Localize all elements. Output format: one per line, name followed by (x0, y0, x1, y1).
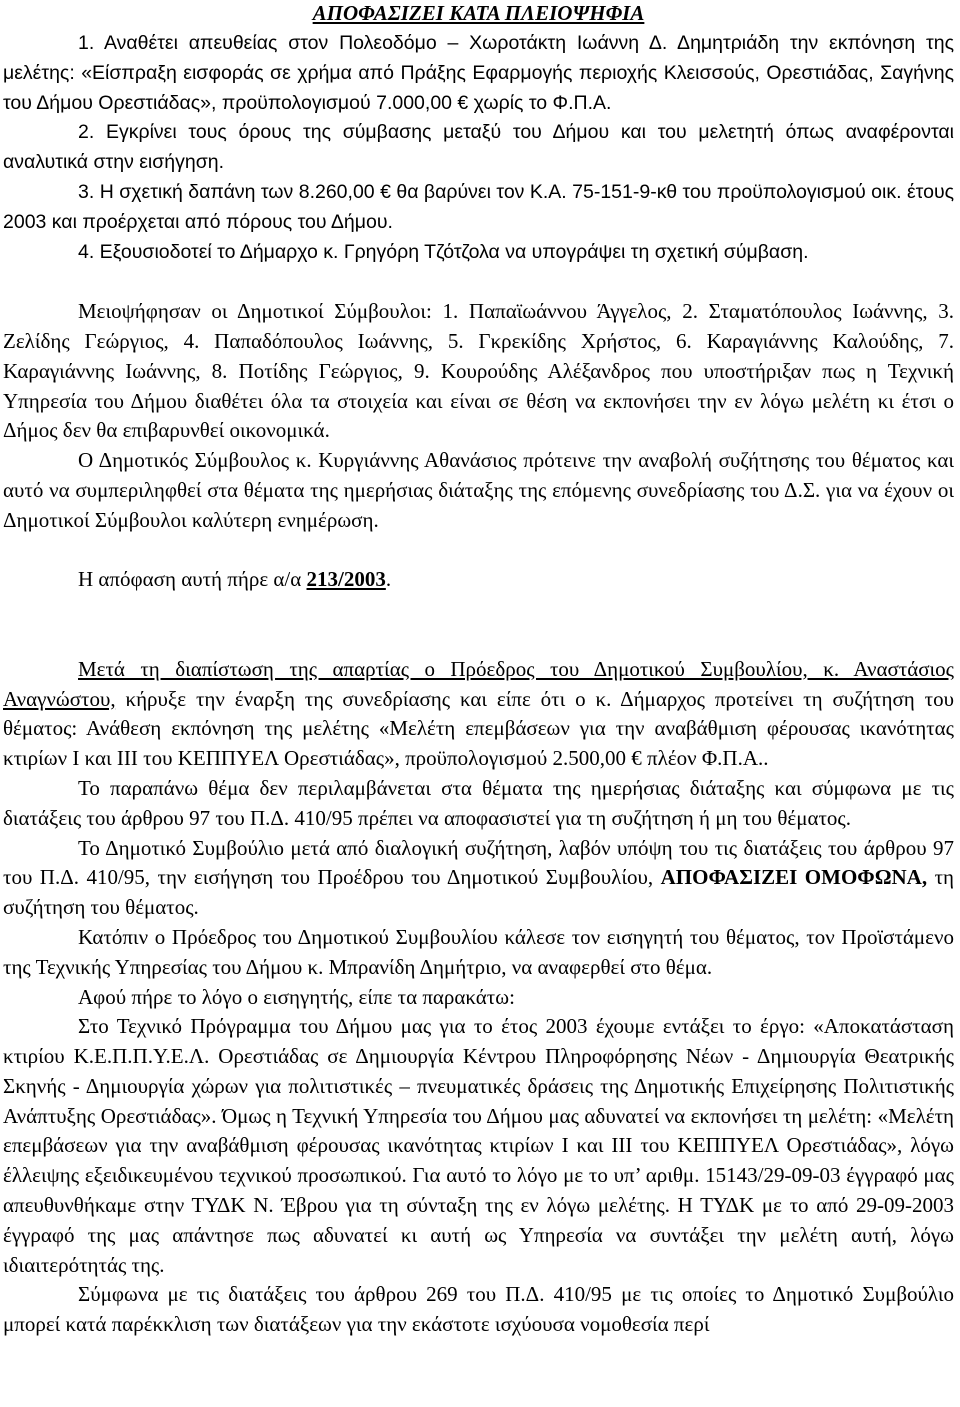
quorum-rest: κήρυξε την έναρξη της συνεδρίασης και είπε ότι ο κ. Δήμαρχος προτείνει τη συζήτηση του θέματος: Ανάθεση εκπόνηση της μελέτης «Μελέτη επεμβάσεων για την αναβάθμιση φέρουσας ικανότητας κτιρίων Ι και ΙΙΙ του ΚΕΠΠΥΕΛ Ορεστιάδας», προϋπολογισμού 2.500,00 € πλέον Φ.Π.Α.. (3, 686, 954, 771)
speech-paragraph: Αφού πήρε το λόγο ο εισηγητής, είπε τα παρακάτω: (78, 984, 515, 1009)
quorum-underlined: Μετά τη διαπίστωση της απαρτίας ο Πρόεδρος του Δημοτικού Συμβουλίου, κ. Αναστάσιος Αναγνώστου, (3, 656, 954, 711)
closing-paragraph: Σύμφωνα με τις διατάξεις του άρθρου 269 του Π.Δ. 410/95 με τις οποίες το Δημοτικό Συμβούλιο μπορεί κατά παρέκκλιση των διατάξεων για την εκάστοτε ισχύουσα νομοθεσία περί (3, 1282, 954, 1337)
decision-item-3: 3. Η σχετική δαπάνη των 8.260,00 € θα βαρύνει τον Κ.Α. 75-151-9-κθ του προϋπολογισμού οικ. έτους 2003 και προέρχεται από πόρους του Δήμου. (3, 180, 954, 233)
decision-item-1: 1. Αναθέτει απευθείας στον Πολεοδόμο – Χωροτάκτη Ιωάννη Δ. Δημητριάδη την εκπόνηση της μελέτης: «Είσπραξη εισφοράς σε χρήμα από Πράξης Εφαρμογής περιοχής Κλεισσούς, Ορεστιάδας, Σαγήνης του Δήμου Ορεστιάδας», προϋπολογισμού 7.000,00 € χωρίς το Φ.Π.Α. (3, 32, 954, 114)
program-paragraph: Στο Τεχνικό Πρόγραμμα του Δήμου μας για το έτος 2003 έχουμε εντάξει το έργο: «Αποκατάσταση κτιρίου Κ.Ε.Π.Π.Υ.Ε.Λ. Ορεστιάδας σε Δημιουργία Κέντρου Πληροφόρησης Νέων - Δημιουργία Θεατρικής Σκηνής - Δημιουργία χώρων για πολιτιστικές – πνευματικές δράσεις της Δημοτικής Επιχείρησης Πολιτιστικής Ανάπτυξης Ορεστιάδας». Όμως η Τεχνική Υπηρεσία του Δήμου μας αδυνατεί να εκπονήσει τη μελέτη: «Μελέτη επεμβάσεων για την αναβάθμιση φέρουσας ικανότητας κτιρίων Ι και ΙΙΙ του ΚΕΠΠΥΕΛ Ορεστιάδας», λόγω έλλειψης εξειδικευμένου τεχνικού προσωπικού. Για αυτό το λόγο με το υπ’ αριθμ. 15143/29-09-03 έγγραφό μας απευθυνθήκαμε στην ΤΥΔΚ Ν. Έβρου για τη σύνταξη της εν λόγω μελέτης. Η ΤΥΔΚ με το από 29-09-2003 έγγραφό της μας απάντησε πως αδυνατεί κι αυτή ως Υπηρεσία να συντάξει την μελέτη αυτή, λόγω ιδιαιτερότητάς της. (3, 1014, 954, 1277)
decision-number-suffix: . (385, 567, 392, 592)
quorum-paragraph (3, 655, 954, 774)
spacer (3, 625, 954, 655)
unanimous-bold: ΑΠΟΦΑΣΙΖΕΙ ΟΜΟΦΩΝΑ, (660, 865, 928, 890)
invite-paragraph: Κατόπιν ο Πρόεδρος του Δημοτικού Συμβουλίου κάλεσε τον εισηγητή του θέματος, τον Προϊστάμενο της Τεχνικής Υπηρεσίας του Δήμου κ. Μπρανίδη Δημήτριο, να αναφερθεί στο θέμα. (3, 924, 954, 979)
decision-number-line (3, 565, 954, 595)
decision-number-prefix: Η απόφαση αυτή πήρε α/α (78, 567, 307, 592)
decision-item-4: 4. Εξουσιοδοτεί το Δήμαρχο κ. Γρηγόρη Τζότζολα να υπογράψει τη σχετική σύμβαση. (78, 240, 809, 263)
minority-votes: Μειοψήφησαν οι Δημοτικοί Σύμβουλοι: 1. Παπαϊωάννου Άγγελος, 2. Σταματόπουλος Ιωάννης, 3. Ζελίδης Γεώργιος, 4. Παπαδόπουλος Ιωάννης, 5. Γκρεκίδης Χρήστος, 6. Καραγιάννης Καλούδης, 7. Καραγιάννης Ιωάννης, 8. Ποτίδης Γεώργιος, 9. Κουρούδης Αλέξανδρος που υποστήριξαν πως η Τεχνική Υπηρεσία του Δήμου διαθέτει όλα τα στοιχεία και είναι σε θέση να εκπονήσει την εν λόγω μελέτη κι έτσι ο Δήμος δεν θα επιβαρυνθεί οικονομικά. (3, 299, 954, 443)
postponement-proposal: Ο Δημοτικός Σύμβουλος κ. Κυργιάννης Αθανάσιος πρότεινε την αναβολή συζήτησης του θέματος και αυτό να συμπεριληφθεί στα θέματα της ημερήσιας διάταξης της επόμενης συνεδρίασης του Δ.Σ. για να έχουν οι Δημοτικοί Σύμβουλοι καλύτερη ενημέρωση. (3, 448, 954, 532)
decision-number: 213/2003 (306, 567, 386, 592)
decision-item-2: 2. Εγκρίνει τους όρους της σύμβασης μεταξύ του Δήμου και του μελετητή όπως αναφέρονται αναλυτικά στην εισήγηση. (3, 121, 954, 174)
unanimous-paragraph (3, 834, 954, 923)
unanimous-before: Το Δημοτικό Συμβούλιο μετά από διαλογική συζήτηση, λαβόν υπόψη του τις διατάξεις του άρθρου 97 του Π.Δ. 410/95, την εισήγηση του Προέδρου του Δημοτικού Συμβουλίου, (3, 835, 954, 890)
unanimous-after: τη συζήτηση του θέματος. (3, 865, 954, 920)
spacer (3, 595, 954, 625)
decision-heading: ΑΠΟΦΑΣΙΖΕΙ ΚΑΤΑ ΠΛΕΙΟΨΗΦΙΑ (312, 1, 645, 25)
agenda-paragraph: Το παραπάνω θέμα δεν περιλαμβάνεται στα θέματα της ημερήσιας διάταξης και σύμφωνα με τις διατάξεις του άρθρου 97 του Π.Δ. 410/95 πρέπει να αποφασιστεί για τη συζήτηση ή μη του θέματος. (3, 775, 954, 830)
spacer (3, 536, 954, 566)
spacer (3, 267, 954, 297)
